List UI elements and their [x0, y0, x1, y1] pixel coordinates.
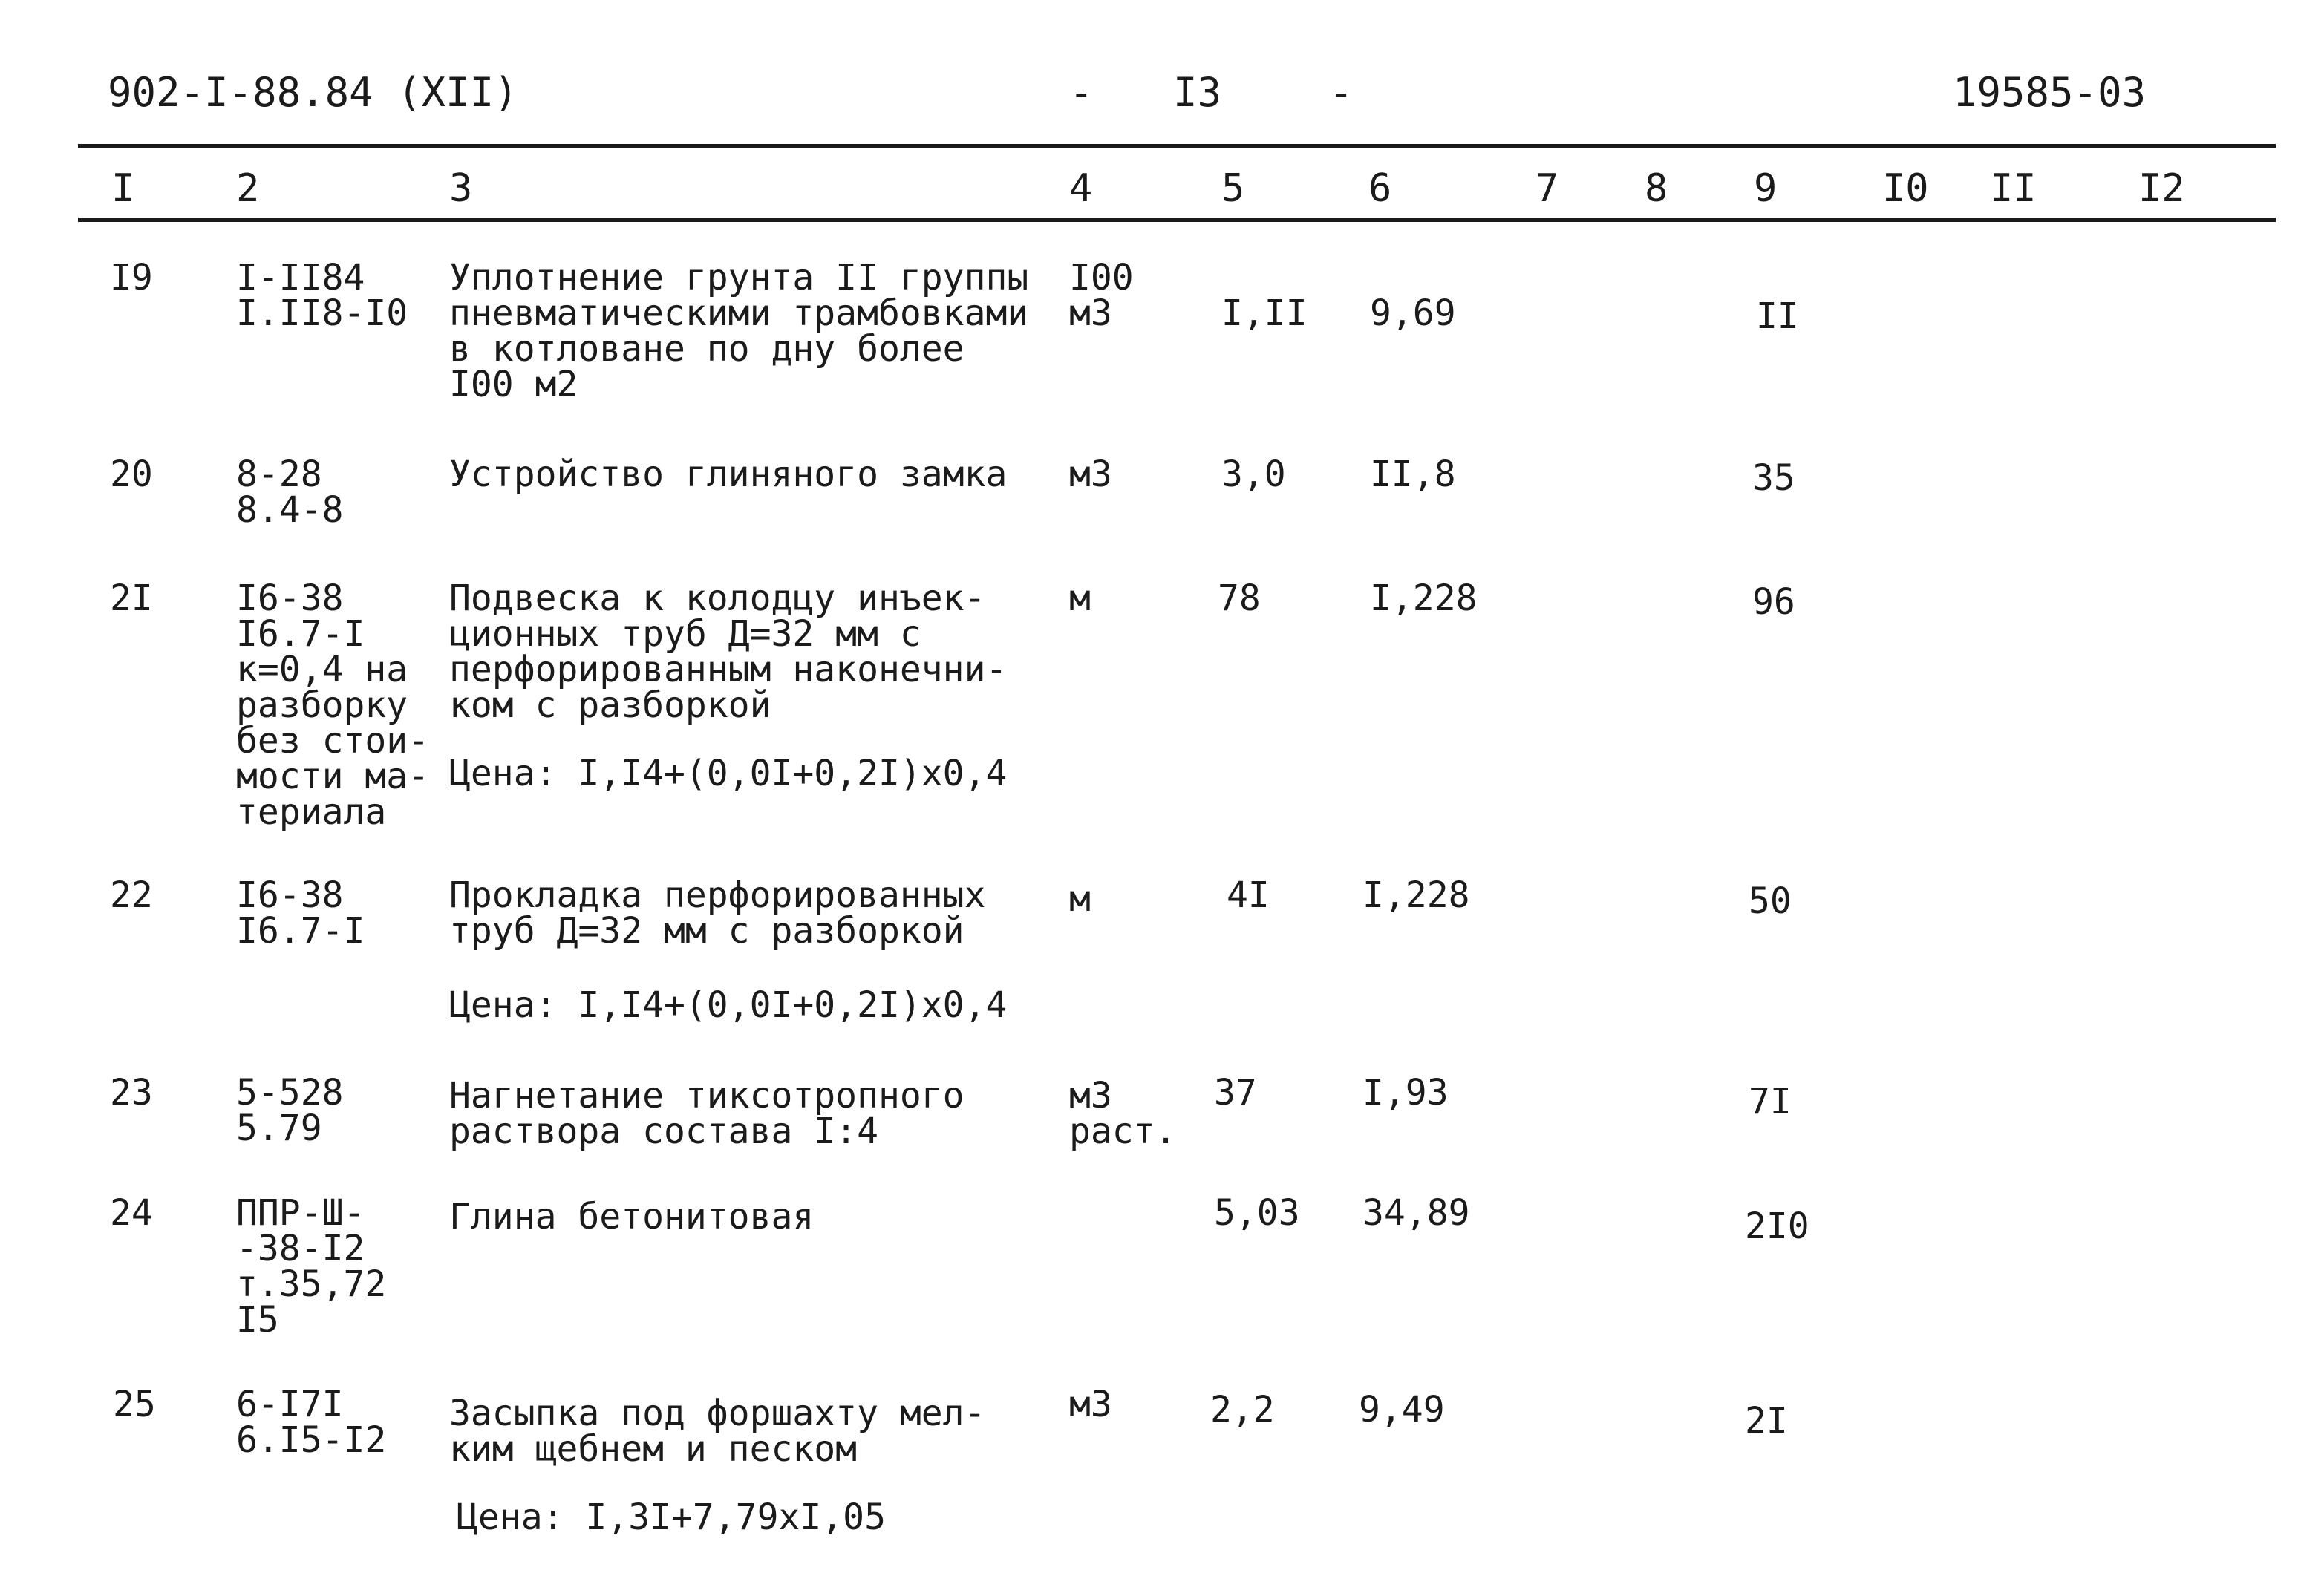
unit: м: [1069, 878, 1091, 920]
norm-code: I6-38 I6.7-I: [236, 874, 365, 952]
work-description: Нагнетание тиксотропного раствора состава I:4: [449, 1075, 964, 1152]
work-description: Глина бетонитовая: [449, 1196, 815, 1237]
norm-code: 6-I7I 6.I5-I2: [236, 1384, 387, 1461]
column-number: 2: [236, 166, 260, 211]
row-number: 22: [110, 874, 153, 916]
work-description: Устройство глиняного замка: [449, 454, 1008, 495]
document-code: 902-I-88.84 (XII): [108, 69, 518, 116]
total-cost: 7I: [1749, 1081, 1792, 1122]
row-number: 23: [110, 1072, 153, 1113]
row-number: 24: [110, 1192, 153, 1234]
row-number: I9: [110, 257, 153, 298]
column-header-rule: [78, 218, 2276, 222]
work-description: Засыпка под форшахту мел- ким щебнем и песком: [449, 1393, 986, 1470]
row-number: 20: [110, 454, 153, 495]
unit-cost: 34,89: [1362, 1192, 1470, 1234]
column-number: 7: [1535, 166, 1559, 211]
total-cost: 96: [1752, 581, 1795, 623]
unit-cost: I,93: [1362, 1072, 1449, 1113]
unit: м3: [1069, 1384, 1112, 1425]
row-number: 2I: [110, 578, 153, 619]
norm-code: ППР-Ш- -38-I2 т.35,72 I5: [236, 1192, 387, 1341]
unit-cost: 9,69: [1370, 292, 1456, 334]
norm-code: I6-38 I6.7-I к=0,4 на разборку без стои- мости ма- териала: [236, 578, 430, 833]
quantity: 78: [1218, 578, 1261, 619]
unit-cost: 9,49: [1359, 1389, 1445, 1430]
header-rule: [78, 144, 2276, 148]
column-number: 4: [1069, 166, 1093, 211]
total-cost: 2I: [1745, 1400, 1788, 1442]
unit: I00 м3: [1069, 257, 1134, 334]
column-number: I2: [2138, 166, 2185, 211]
price-formula: Цена: I,I4+(0,0I+0,2I)х0,4: [449, 753, 1008, 794]
norm-code: I-II84 I.II8-I0: [236, 257, 408, 334]
price-formula: Цена: I,I4+(0,0I+0,2I)х0,4: [449, 984, 1008, 1026]
unit: м: [1069, 578, 1091, 619]
unit: м3: [1069, 454, 1112, 495]
column-number: 3: [449, 166, 473, 211]
work-description: Уплотнение грунта II группы пневматическими трамбовками в котловане по дну более I00 м2: [449, 257, 1029, 405]
quantity: 3,0: [1221, 454, 1286, 495]
total-cost: II: [1756, 295, 1799, 337]
column-number: II: [1990, 166, 2037, 211]
work-description: Прокладка перфорированных труб Д=32 мм с разборкой: [449, 874, 986, 952]
column-number: 8: [1645, 166, 1668, 211]
page-dash-left: -: [1069, 69, 1094, 116]
quantity: 4I: [1227, 874, 1270, 916]
row-number: 25: [113, 1384, 156, 1425]
quantity: 37: [1214, 1072, 1257, 1113]
unit-cost: I,228: [1362, 874, 1470, 916]
total-cost: 2I0: [1745, 1206, 1809, 1247]
page-number: I3: [1173, 69, 1222, 116]
unit-cost: I,228: [1370, 578, 1478, 619]
column-number: I0: [1882, 166, 1929, 211]
price-formula: Цена: I,3I+7,79хI,05: [457, 1497, 886, 1538]
norm-code: 5-528 5.79: [236, 1072, 344, 1149]
total-cost: 35: [1752, 457, 1795, 499]
column-number: 9: [1754, 166, 1778, 211]
work-description: Подвеска к колодцу инъек- ционных труб Д=32 мм с перфорированным наконечни- ком с разборкой: [449, 578, 1008, 726]
norm-code: 8-28 8.4-8: [236, 454, 344, 531]
column-number: 5: [1221, 166, 1245, 211]
column-number: I: [111, 166, 135, 211]
unit: м3 раст.: [1069, 1075, 1177, 1152]
quantity: 5,03: [1214, 1192, 1300, 1234]
sheet-code: 19585-03: [1953, 69, 2147, 116]
quantity: 2,2: [1210, 1389, 1275, 1430]
quantity: I,II: [1221, 292, 1308, 334]
total-cost: 50: [1749, 880, 1792, 922]
column-number: 6: [1368, 166, 1392, 211]
page-dash-right: -: [1329, 69, 1354, 116]
unit-cost: II,8: [1370, 454, 1456, 495]
